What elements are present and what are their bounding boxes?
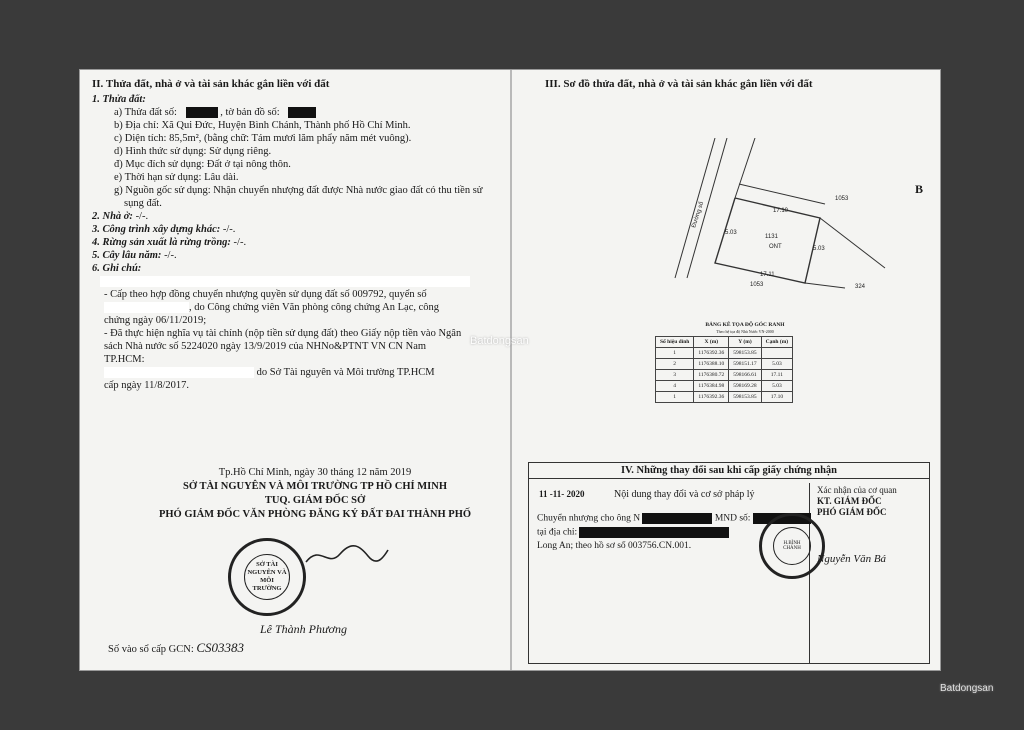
section-title-ii: II. Thửa đất, nhà ở và tài sản khác gắn liền với đất [92, 78, 330, 90]
map-boundary [739, 184, 825, 204]
cell: 1176384.98 [694, 381, 729, 392]
col-header: X (m) [694, 337, 729, 348]
cell: 598153.85 [729, 348, 761, 359]
district-seal-inner: H.BÌNH CHÁNH [773, 527, 811, 565]
item-notes: 6. Ghi chú: [92, 263, 142, 274]
other-works-label: 3. Công trình xây dựng khác: [92, 224, 221, 235]
item-usage-purpose: đ) Mục đích sử dụng: Đất ở tại nông thôn. [114, 159, 291, 170]
map-road-label: Đường số [691, 201, 706, 229]
cell: 598151.17 [729, 359, 761, 370]
cell: 598169.28 [729, 381, 761, 392]
note-line-3: chứng ngày 06/11/2019; [104, 315, 207, 326]
section-land-info [92, 78, 492, 392]
item-parcel-number [92, 106, 492, 119]
change-line-1-text: Chuyển nhượng cho ông N [537, 513, 641, 524]
official-seal [228, 538, 306, 616]
note-line-5: sách Nhà nước số 5224020 ngày 13/9/2019 của NHNo&PTNT VN CN Nam [104, 341, 427, 352]
cell: 1176380.72 [694, 370, 729, 381]
map-label-1053b: 1053 [750, 282, 764, 288]
item-land-parcel: 1. Thửa đất: [92, 94, 146, 105]
sign-authority: TUQ. GIÁM ĐỐC SỞ [264, 495, 366, 506]
cell: 17.11 [761, 370, 792, 381]
note-line-8: cấp ngày 11/8/2017. [104, 380, 190, 391]
table-row [656, 392, 793, 403]
section-title-iii: III. Sơ đồ thửa đất, nhà ở và tài sản khác gắn liền với đất [545, 78, 813, 90]
item-house [92, 210, 492, 223]
note-line-2 [92, 301, 492, 314]
section-diagram [545, 78, 925, 90]
handwritten-signature [302, 540, 392, 570]
item-usage-form: d) Hình thức sử dụng: Sử dụng riêng. [114, 146, 272, 157]
cell: 17.10 [761, 392, 792, 403]
confirm-title: PHÓ GIÁM ĐỐC [817, 507, 887, 517]
redacted-address [579, 527, 729, 538]
map-label-ont: ONT [769, 244, 782, 250]
parcel-label: a) Thửa đất số: [114, 107, 177, 118]
certificate-page [80, 70, 940, 670]
section-title-iv: IV. Những thay đổi sau khi cấp giấy chứng nhận [529, 463, 929, 479]
note-line-6: TP.HCM: [104, 354, 145, 365]
forest-label: 4. Rừng sản xuất là rừng trồng: [92, 237, 231, 248]
other-works-value: -/-. [220, 224, 236, 235]
item-address: b) Địa chỉ: Xã Qui Đức, Huyện Bình Chánh, Thành phố Hồ Chí Minh. [114, 120, 411, 131]
item-origin-cont: sụng đất. [124, 198, 162, 209]
seal-inner: SỞ TÀI NGUYÊN VÀ MÔI TRƯỜNG [244, 554, 290, 600]
changes-content-column [529, 483, 810, 663]
signer-name: Lê Thành Phương [260, 622, 347, 636]
table-row [656, 381, 793, 392]
cell: 598153.85 [729, 392, 761, 403]
cell: 1176392.36 [694, 392, 729, 403]
cell [761, 348, 792, 359]
table-row [656, 370, 793, 381]
sign-title: PHÓ GIÁM ĐỐC VĂN PHÒNG ĐĂNG KÝ ĐẤT ĐAI THÀNH PHỐ [158, 509, 472, 520]
cell: 1 [656, 392, 694, 403]
col-header: Y (m) [729, 337, 761, 348]
note-line-7-text: do Sở Tài nguyên và Môi trường TP.HCM [256, 367, 435, 378]
redacted-name [642, 513, 712, 524]
item-area: c) Diện tích: 85,5m², (bằng chữ: Tám mươi lăm phẩy năm mét vuông). [114, 133, 412, 144]
cell: 1176392.36 [694, 348, 729, 359]
change-line-2 [537, 527, 729, 538]
parcel-outline [715, 198, 820, 283]
map-boundary [805, 283, 845, 288]
map-sheet-label: , tờ bản đồ số: [220, 107, 280, 118]
map-len-bottom: 17.11 [760, 272, 775, 278]
cell: 1 [656, 348, 694, 359]
cell: 4 [656, 381, 694, 392]
forest-value: -/-. [230, 237, 247, 248]
house-value: -/-. [132, 211, 149, 222]
map-boundary [820, 218, 885, 268]
watermark-center: Batdongsan [470, 335, 529, 347]
note-line-1: - Cấp theo hợp đồng chuyển nhượng quyền sử dụng đất số 009792, quyển số [104, 289, 427, 300]
coord-table [655, 336, 793, 403]
note-line-7 [92, 366, 492, 379]
change-line-2-text: tại địa chỉ: [537, 527, 578, 538]
confirm-authority: KT. GIÁM ĐỐC [817, 496, 882, 506]
cell: 598166.61 [729, 370, 761, 381]
redacted-map-sheet [288, 107, 316, 118]
item-usage-term: e) Thời hạn sử dụng: Lâu dài. [114, 172, 239, 183]
house-label: 2. Nhà ở: [92, 211, 133, 222]
cell: 2 [656, 359, 694, 370]
signature-block [150, 466, 480, 522]
cell: 5.03 [761, 359, 792, 370]
perennial-label: 5. Cây lâu năm: [92, 250, 162, 261]
map-len-left: 5.03 [725, 230, 737, 236]
whiteout-bar [100, 276, 470, 287]
confirm-agency: Xác nhận của cơ quan [817, 485, 897, 495]
change-line-1b-text: MND số: [714, 513, 751, 524]
sign-date: Tp.Hồ Chí Minh, ngày 30 tháng 12 năm 2019 [218, 467, 412, 478]
coord-table-title: BẢNG KÊ TỌA ĐỘ GÓC RANH [705, 322, 785, 328]
item-origin: g) Nguồn gốc sử dụng: Nhận chuyển nhượng đất được Nhà nước giao đất có thu tiền sử [114, 185, 483, 196]
watermark-corner: Batdongsan [940, 683, 994, 694]
map-boundary [675, 138, 715, 278]
note-line-2-text: , do Công chứng viên Văn phòng công chứng An Lạc, công [189, 302, 440, 313]
change-date: 11 -11- 2020 [539, 489, 585, 499]
item-other-works [92, 223, 492, 236]
note-line-4: - Đã thực hiện nghĩa vụ tài chính (nộp tiền sử dụng đất) theo Giấy nộp tiền vào Ngân [104, 328, 462, 339]
cell: 1176388.10 [694, 359, 729, 370]
map-len-right: 5.03 [813, 246, 825, 252]
cell: 5.03 [761, 381, 792, 392]
gcn-label: Số vào sổ cấp GCN: [108, 644, 194, 655]
cell: 3 [656, 370, 694, 381]
map-label-1053a: 1053 [835, 196, 849, 202]
page-fold [510, 70, 512, 670]
map-boundary [735, 138, 755, 198]
gcn-value: CS03383 [196, 640, 245, 655]
redacted-parcel [186, 107, 218, 118]
item-forest [92, 236, 492, 249]
perennial-value: -/-. [161, 250, 177, 261]
side-letter: B [915, 182, 924, 196]
map-label-324: 324 [855, 284, 866, 290]
whiteout-bar [104, 367, 254, 378]
change-signer: Nguyễn Văn Bá [817, 553, 887, 565]
map-len-top: 17.10 [773, 208, 789, 214]
col-header: Cạnh (m) [761, 337, 792, 348]
table-row [656, 359, 793, 370]
item-perennial [92, 249, 492, 262]
parcel-map [665, 138, 895, 318]
change-line-3: Long An; theo hồ sơ số 003756.CN.001. [537, 541, 692, 551]
coord-table-subtitle: Theo hệ tọa độ Nhà Nước VN-2000 [716, 329, 774, 334]
map-boundary [687, 138, 727, 278]
table-row [656, 348, 793, 359]
change-header: Nội dung thay đổi và cơ sở pháp lý [614, 489, 755, 500]
whiteout-bar [104, 302, 189, 313]
district-seal [759, 513, 825, 579]
sign-agency: SỞ TÀI NGUYÊN VÀ MÔI TRƯỜNG TP HỒ CHÍ MINH [183, 481, 447, 492]
map-label-1131: 1131 [765, 234, 778, 240]
table-header-row [656, 337, 793, 348]
changes-section [528, 462, 930, 664]
gcn-number [108, 640, 244, 656]
col-header: Số hiệu đỉnh [656, 337, 694, 348]
